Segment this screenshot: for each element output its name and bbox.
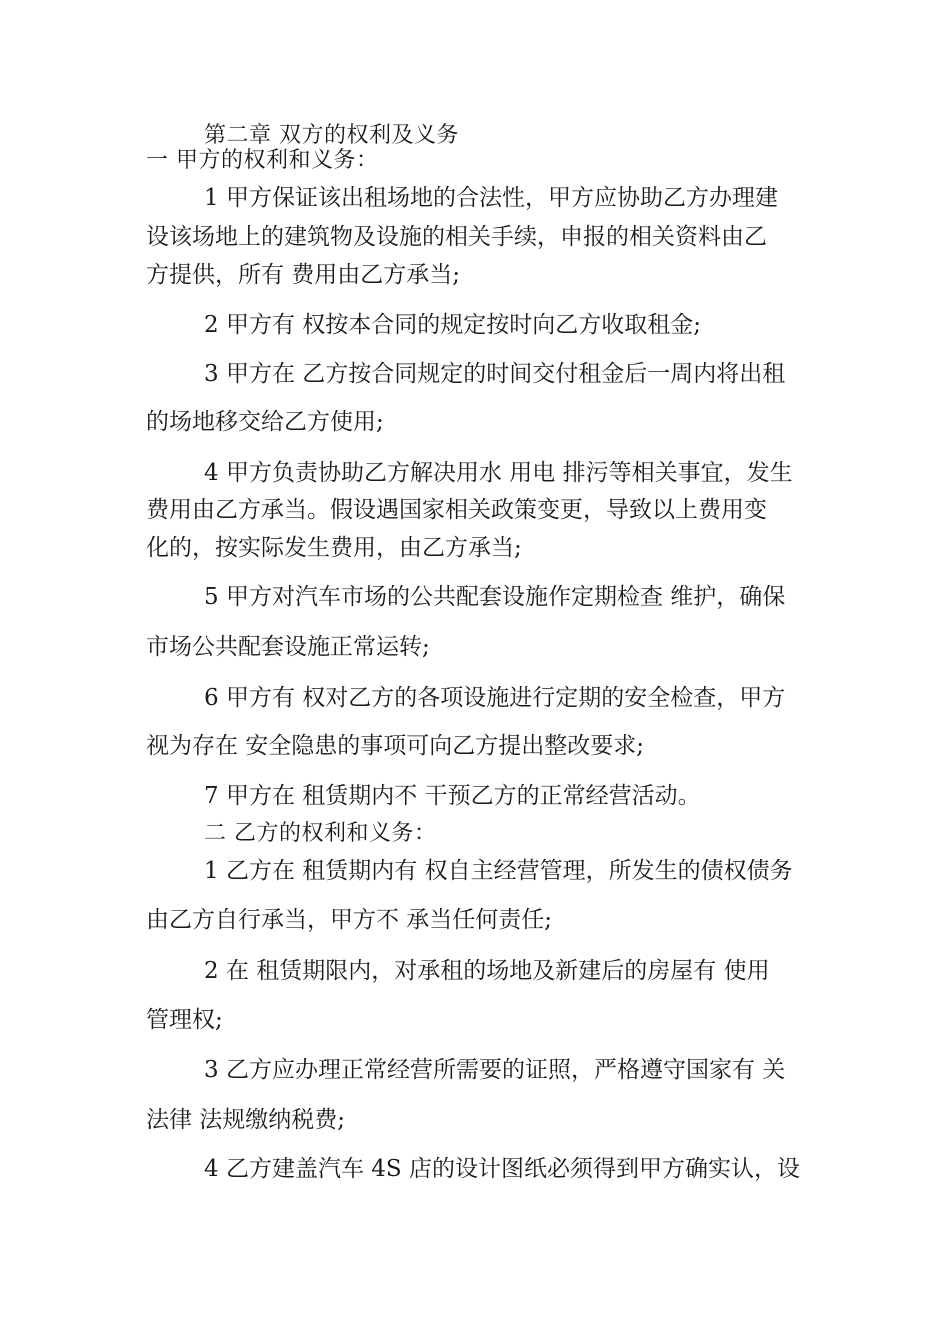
section-a-item-4-line-2: 费用由乙方承当。假设遇国家相关政策变更，导致以上费用变: [146, 497, 767, 523]
section-a-item-6-line-1: 6 甲方有 权对乙方的各项设施进行定期的安全检查，甲方: [204, 685, 786, 711]
section-b-item-3-line-1: 3 乙方应办理正常经营所需要的证照，严格遵守国家有 关: [204, 1057, 786, 1083]
section-a-item-4-line-1: 4 甲方负责协助乙方解决用水 用电 排污等相关事宜，发生: [204, 460, 793, 486]
section-a-item-2-line-1: 2 甲方有 权按本合同的规定按时向乙方收取租金;: [204, 312, 702, 338]
section-a-item-3-line-2: 的场地移交给乙方使用;: [146, 409, 384, 435]
section-b-item-2-line-1: 2 在 租赁期限内，对承租的场地及新建后的房屋有 使用: [204, 958, 770, 984]
section-a-title: 一 甲方的权利和义务：: [146, 148, 379, 173]
section-b-item-1-line-1: 1 乙方在 租赁期内有 权自主经营管理，所发生的债权债务: [204, 858, 793, 884]
section-a-item-7-line-1: 7 甲方在 租赁期内不 干预乙方的正常经营活动。: [204, 783, 701, 809]
section-b-item-4-line-1: 4 乙方建盖汽车 4S 店的设计图纸必须得到甲方确实认，设: [204, 1156, 800, 1182]
section-a-item-5-line-1: 5 甲方对汽车市场的公共配套设施作定期检查 维护，确保: [204, 584, 786, 610]
section-a-item-6-line-2: 视为存在 安全隐患的事项可向乙方提出整改要求;: [146, 733, 645, 759]
section-a-item-1-line-1: 1 甲方保证该出租场地的合法性，甲方应协助乙方办理建: [204, 185, 778, 211]
section-b-item-3-line-2: 法律 法规缴纳税费;: [146, 1107, 346, 1133]
section-a-item-1-line-2: 设该场地上的建筑物及设施的相关手续，申报的相关资料由乙: [146, 224, 767, 250]
chapter-title: 第二章 双方的权利及义务: [204, 123, 459, 148]
section-b-item-1-line-2: 由乙方自行承当，甲方不 承当任何责任;: [146, 907, 553, 933]
section-a-item-4-line-3: 化的，按实际发生费用，由乙方承当;: [146, 535, 522, 561]
section-a-item-5-line-2: 市场公共配套设施正常运转;: [146, 634, 430, 660]
section-b-item-2-line-2: 管理权;: [146, 1007, 223, 1033]
section-a-item-1-line-3: 方提供，所有 费用由乙方承当;: [146, 262, 461, 288]
section-b-title: 二 乙方的权利和义务：: [204, 821, 437, 846]
section-a-item-3-line-1: 3 甲方在 乙方按合同规定的时间交付租金后一周内将出租: [204, 361, 786, 387]
